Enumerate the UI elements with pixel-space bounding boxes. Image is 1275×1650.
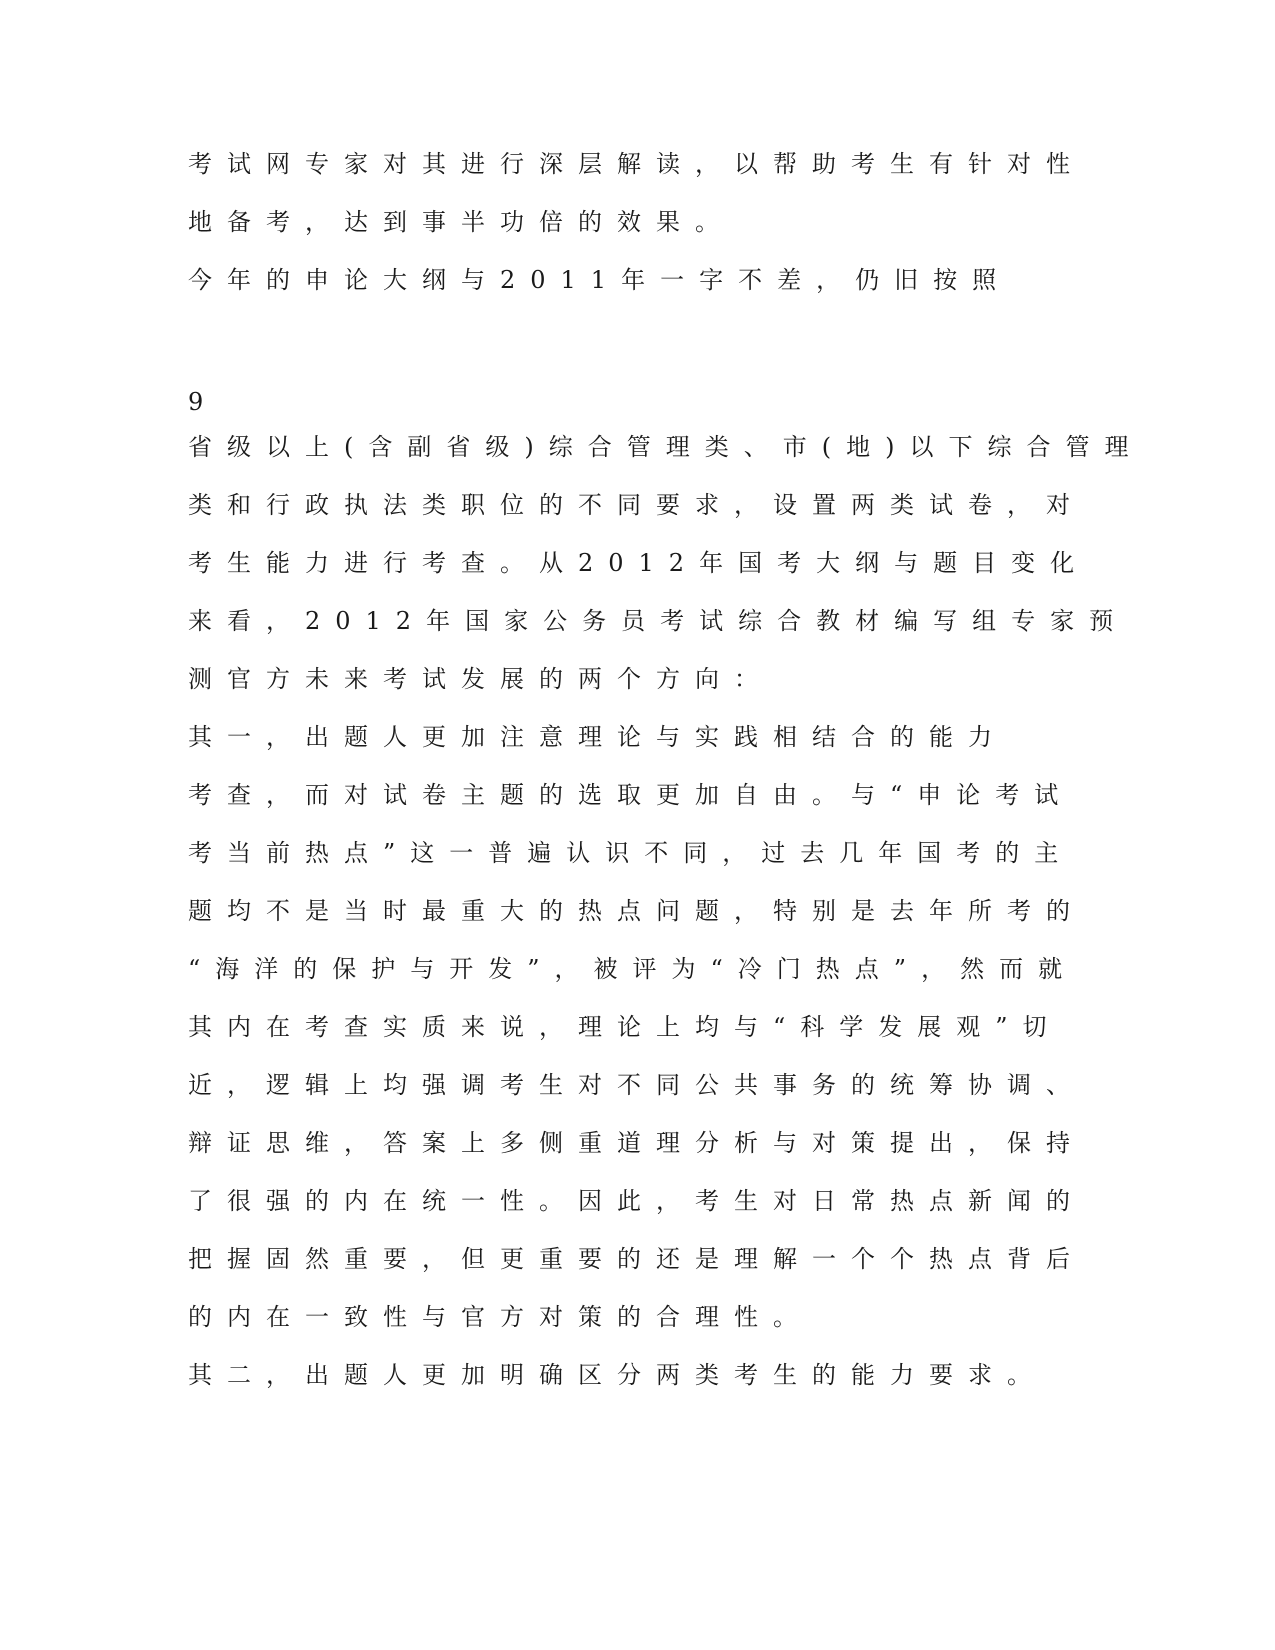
text-line: 把握固然重要，但更重要的还是理解一个个热点背后	[188, 1245, 1085, 1273]
text-line: 考查，而对试卷主题的选取更加自由。与“申论考试	[188, 781, 1074, 809]
text-line: 考试网专家对其进行深层解读，以帮助考生有针对性	[188, 150, 1085, 178]
text-line: 其内在考查实质来说，理论上均与“科学发展观”切	[188, 1013, 1062, 1041]
text-line: “海洋的保护与开发”，被评为“冷门热点”，然而就	[188, 955, 1078, 983]
text-line: 近，逻辑上均强调考生对不同公共事务的统筹协调、	[188, 1071, 1085, 1099]
page-number: 9	[188, 388, 204, 416]
text-line: 的内在一致性与官方对策的合理性。	[188, 1303, 812, 1331]
text-line: 辩证思维，答案上多侧重道理分析与对策提出，保持	[188, 1129, 1085, 1157]
text-line: 来看，2012年国家公务员考试综合教材编写组专家预	[188, 607, 1129, 635]
text-line: 类和行政执法类职位的不同要求，设置两类试卷，对	[188, 491, 1085, 519]
text-line: 今年的申论大纲与2011年一字不差，仍旧按照	[188, 266, 1012, 294]
text-line: 其一，出题人更加注意理论与实践相结合的能力	[188, 723, 1007, 751]
text-line: 考生能力进行考查。从2012年国考大纲与题目变化	[188, 549, 1090, 577]
text-line: 其二，出题人更加明确区分两类考生的能力要求。	[188, 1361, 1046, 1389]
text-line: 测官方未来考试发展的两个方向：	[188, 665, 773, 693]
text-line: 省级以上(含副省级)综合管理类、市(地)以下综合管理	[188, 433, 1144, 461]
text-line: 了很强的内在统一性。因此，考生对日常热点新闻的	[188, 1187, 1085, 1215]
text-line: 题均不是当时最重大的热点问题，特别是去年所考的	[188, 897, 1085, 925]
text-line: 地备考，达到事半功倍的效果。	[188, 208, 734, 236]
text-line: 考当前热点”这一普遍认识不同，过去几年国考的主	[188, 839, 1074, 867]
